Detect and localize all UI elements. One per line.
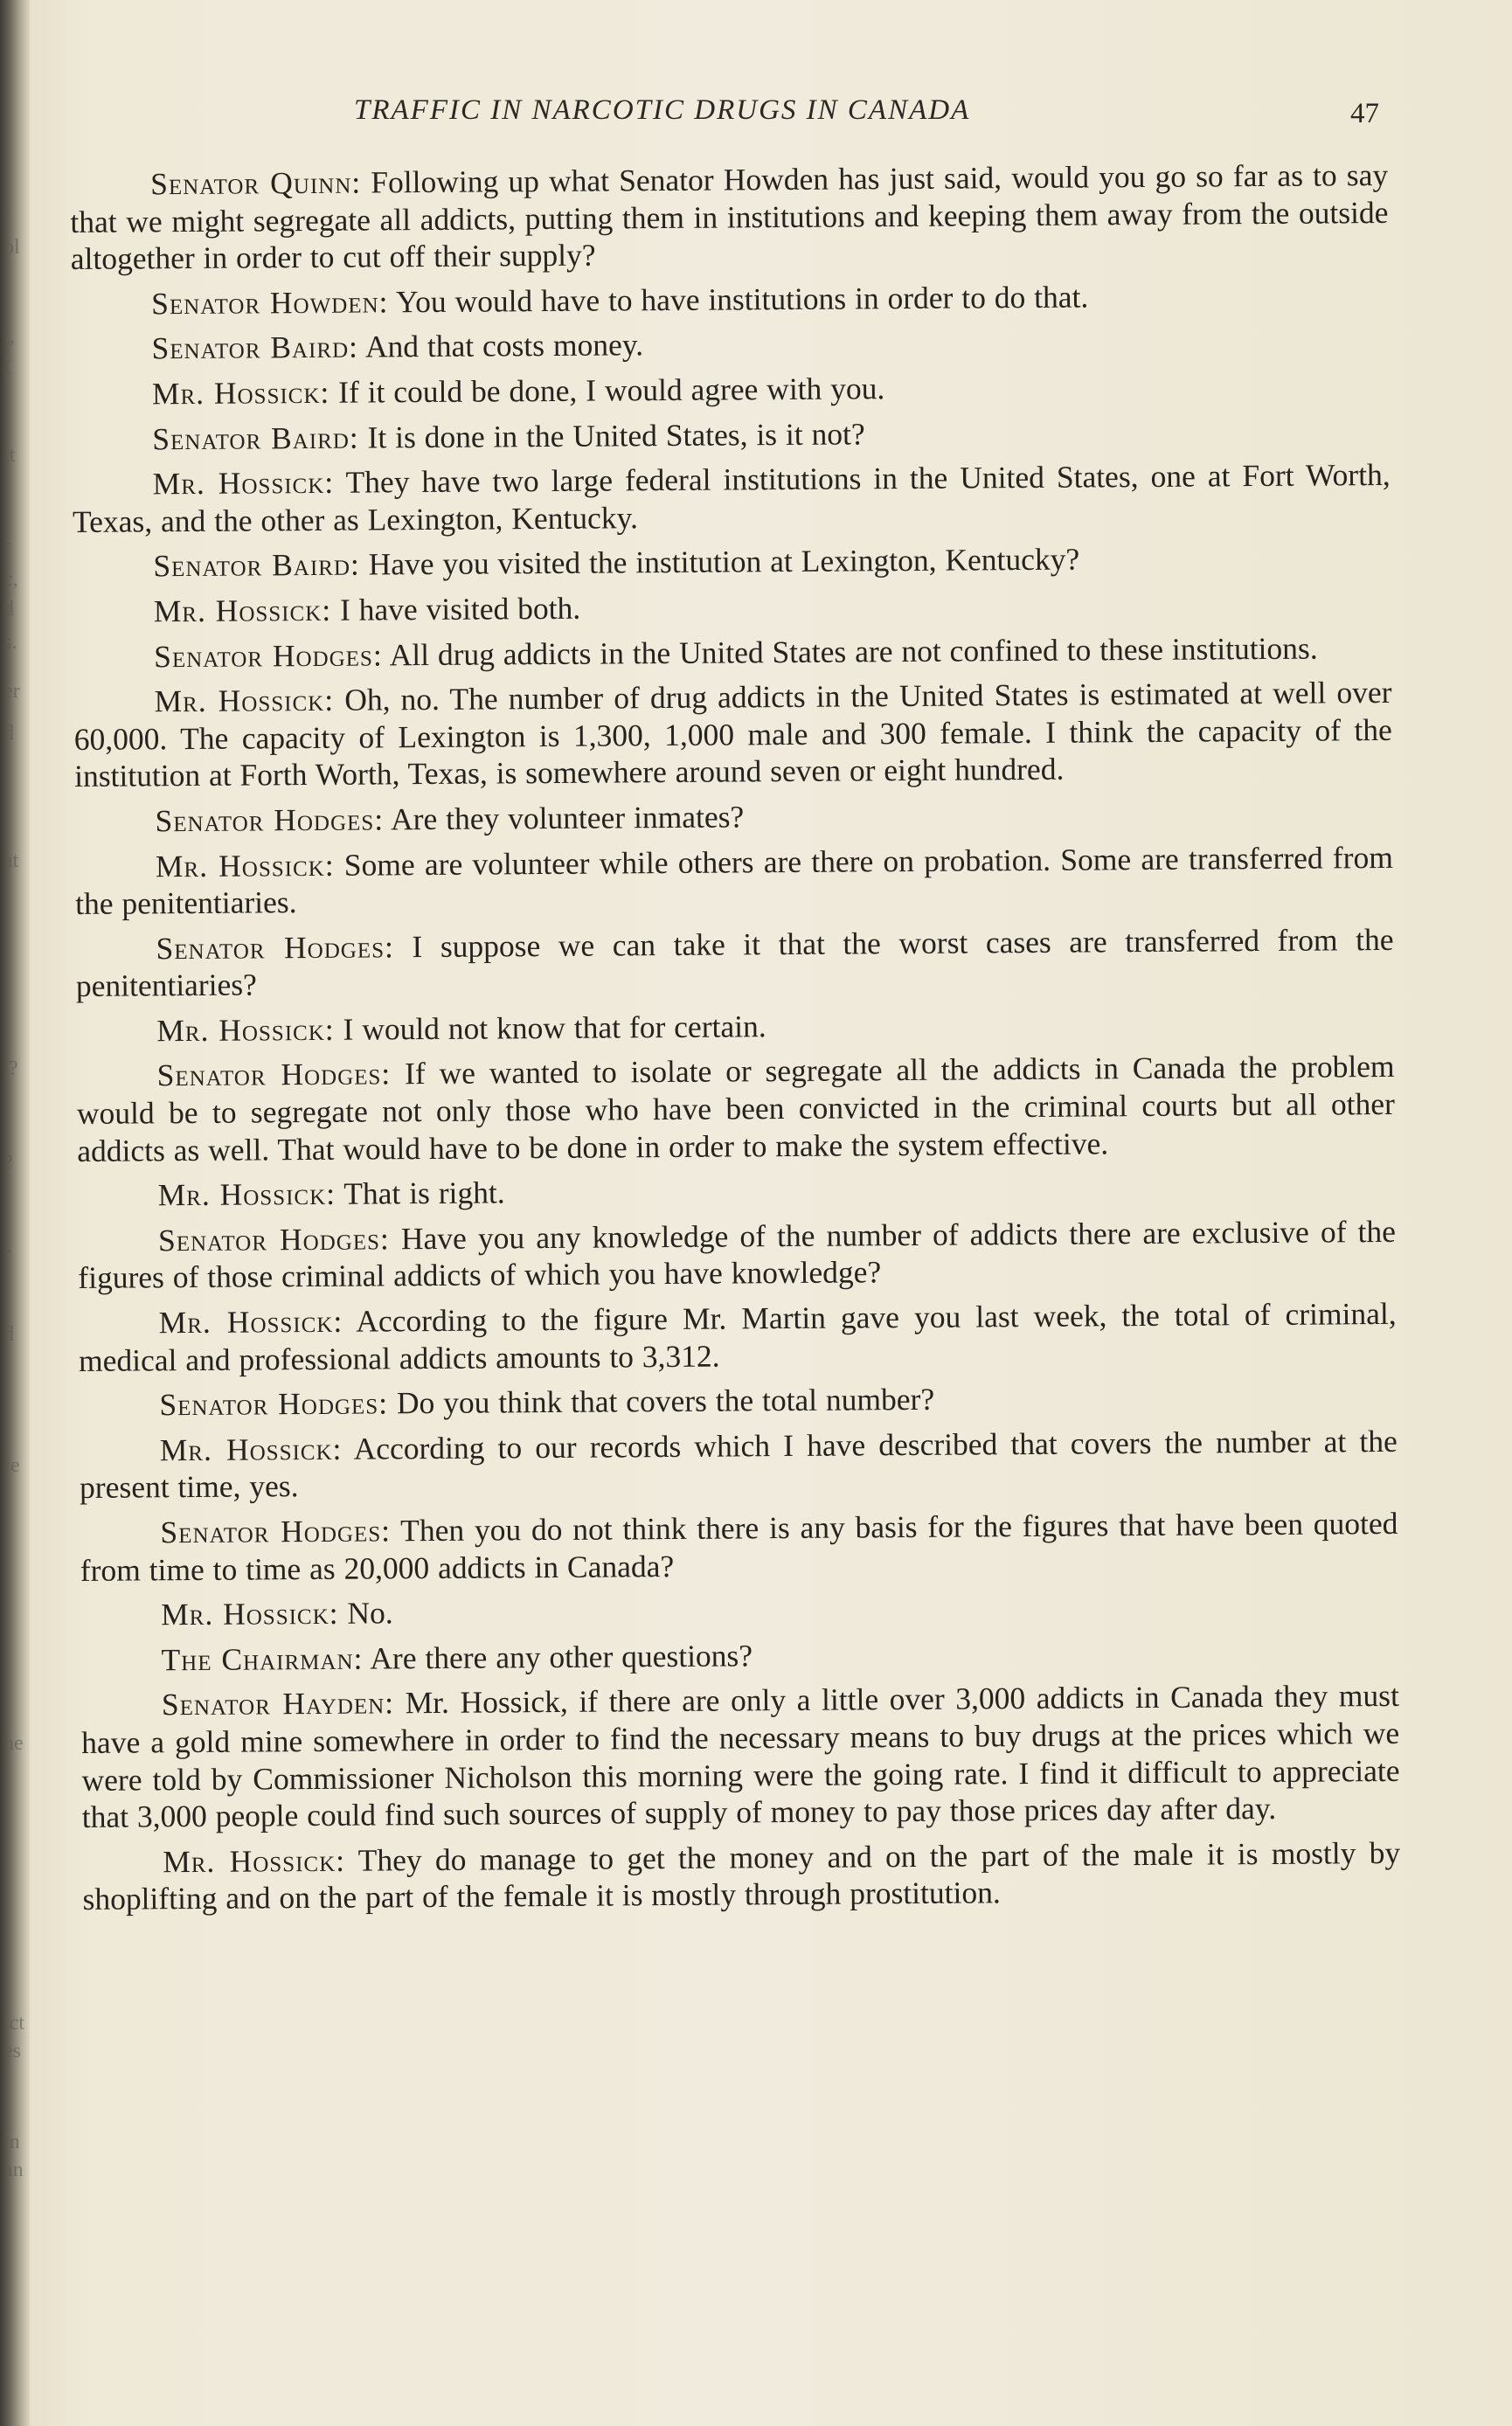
transcript-paragraph (81, 1677, 1400, 1835)
transcript-paragraph (74, 794, 1392, 841)
speech-text: I suppose we can take it that the worst cases are transferred from the penitentiaries? (75, 921, 1394, 1004)
margin-bleed-fragment: - (3, 531, 10, 554)
speaker-name: Mr. Hossick: (151, 374, 330, 412)
transcript-paragraph (75, 838, 1394, 922)
margin-bleed-fragment: an (3, 2159, 24, 2181)
speech-text: According to our records which I have described that covers the number at the present time, yes. (79, 1423, 1398, 1506)
margin-bleed-fragment: he (3, 1732, 24, 1755)
speech-text: They do manage to get the money and on the part of the male it is mostly by shoplifting and on the part of the female it is mostly through prostitution. (82, 1834, 1401, 1917)
speech-text: Oh, no. The number of drug addicts in the United States is estimated at well over 60,000. The capacity of Lexington is 1,300, 1,000 male and 300 female. I think the capacity of the institution at Forth Worth, Texas, is somewhere around seven or eight hundred. (73, 675, 1392, 794)
running-header (0, 94, 1512, 133)
transcript-paragraph (79, 1377, 1397, 1424)
speech-text: Then you do not think there is any basis for the figures that have been quoted from time to time as 20,000 addicts in Canada? (80, 1505, 1398, 1588)
speaker-name: Senator Howden: (151, 284, 389, 322)
transcript-paragraph (73, 456, 1391, 540)
margin-bleed-fragment: ict (3, 2012, 24, 2034)
margin-bleed-fragment: c, (3, 568, 18, 591)
margin-bleed-fragment: ? (3, 1152, 13, 1175)
margin-bleed-fragment: d (3, 598, 14, 620)
speaker-name: Senator Baird: (153, 546, 360, 584)
margin-bleed-fragment: s. (3, 631, 17, 654)
transcript-paragraph (80, 1587, 1398, 1634)
margin-bleed-fragment: d (3, 722, 14, 745)
margin-bleed-fragment: in (3, 2131, 20, 2153)
speech-text: If we wanted to isolate or segregate all the addicts in Canada the problem would be to segregate not only those who have been convicted in the criminal courts but all other addicts as well. That would have to be done in order to make the system effective. (76, 1049, 1396, 1168)
speech-text: I have visited both. (330, 590, 581, 627)
transcript-paragraph (73, 584, 1391, 631)
speaker-name: Mr. Hossick: (159, 1431, 343, 1468)
speaker-name: Senator Hodges: (159, 1385, 389, 1423)
speech-text: Are there any other questions? (363, 1638, 753, 1676)
speech-text: Are they volunteer inmates? (383, 799, 745, 837)
speech-text: And that costs money. (357, 327, 644, 364)
speaker-name: Senator Hodges: (157, 1221, 390, 1258)
speech-text: Have you visited the institution at Lexington, Kentucky? (359, 541, 1080, 582)
speech-text: Have you any knowledge of the number of addicts there are exclusive of the figures of those criminal addicts of which you have knowledge? (78, 1213, 1397, 1296)
speaker-name: Senator Baird: (152, 419, 359, 456)
margin-bleed-fragment: l (3, 199, 10, 222)
margin-bleed-fragment: ol (3, 236, 20, 259)
speech-text: No. (338, 1595, 393, 1631)
transcript-paragraph (75, 921, 1394, 1005)
transcript-paragraph (80, 1505, 1398, 1589)
speaker-name: The Chairman: (161, 1640, 364, 1678)
speech-text: I would not know that for certain. (334, 1009, 766, 1047)
transcript-paragraph (80, 1423, 1398, 1507)
page-number: 47 (1350, 98, 1379, 129)
transcript-paragraph (76, 1048, 1395, 1169)
speaker-name: Mr. Hossick: (163, 1842, 346, 1880)
speech-text: According to the figure Mr. Martin gave you last week, the total of criminal, medical and professional addicts amounts to 3,312. (78, 1295, 1397, 1378)
margin-bleed-fragment: .? (3, 1057, 18, 1080)
transcript-body (70, 156, 1401, 1926)
margin-bleed-fragment: d (3, 1323, 14, 1346)
margin-bleed-fragment: r (3, 1243, 10, 1265)
margin-bleed-fragment: I (3, 357, 10, 379)
transcript-paragraph (71, 276, 1389, 323)
transcript-paragraph (72, 412, 1390, 459)
speech-text: It is done in the United States, is it not? (358, 415, 865, 455)
transcript-paragraph (71, 321, 1389, 368)
margin-bleed-fragment: er (3, 680, 20, 703)
speech-text: Do you think that covers the total number? (387, 1382, 935, 1421)
margin-bleed-fragment: at (3, 849, 19, 872)
transcript-paragraph (73, 628, 1391, 676)
speaker-name: Senator Quinn: (150, 164, 362, 202)
speaker-name: Senator Hodges: (155, 801, 385, 839)
speech-text: You would have to have institutions in order to do that. (388, 279, 1089, 320)
transcript-paragraph (70, 156, 1389, 278)
speaker-name: Mr. Hossick: (153, 592, 332, 629)
speech-text: Following up what Senator Howden has just said, would you go so far as to say that we might segregate all addicts, putting them in institutions and keeping them away from the outside altogether in order to cut off their supply? (70, 156, 1389, 277)
transcript-paragraph (82, 1834, 1401, 1918)
speaker-name: Mr. Hossick: (152, 464, 335, 502)
transcript-paragraph (76, 1003, 1394, 1050)
running-header-title: TRAFFIC IN NARCOTIC DRUGS IN CANADA (354, 94, 971, 126)
speech-text: If it could be done, I would agree with you. (329, 371, 885, 410)
transcript-paragraph (77, 1168, 1395, 1215)
transcript-paragraph (80, 1632, 1398, 1680)
speech-text: That is right. (335, 1175, 505, 1212)
speaker-name: Mr. Hossick: (155, 847, 335, 884)
speech-text: Mr. Hossick, if there are only a little over 3,000 addicts in Canada they must have a gold mine somewhere in order to find the necessary means to buy drugs at the prices which we were told by Commissioner Nicholson this morning were the going rate. I find it difficult to appreciate that 3,000 people could find such sources of supply of money to pay those prices day after day. (81, 1678, 1400, 1835)
speaker-name: Mr. Hossick: (157, 1176, 336, 1213)
speaker-name: Mr. Hossick: (161, 1595, 339, 1632)
margin-bleed-fragment: t, (3, 325, 15, 348)
speaker-name: Senator Hodges: (156, 1056, 392, 1093)
transcript-paragraph (72, 366, 1390, 413)
margin-bleed-fragment: it (3, 444, 16, 467)
speaker-name: Mr. Hossick: (158, 1303, 343, 1341)
speaker-name: Senator Hodges: (156, 928, 395, 966)
transcript-paragraph (78, 1213, 1397, 1297)
margin-bleed-fragment: re (3, 1454, 20, 1477)
speech-text: They have two large federal institutions in the United States, one at Fort Worth, Texas, and the other as Lexington, Kentucky. (72, 457, 1391, 539)
speech-text: Some are volunteer while others are there on probation. Some are transferred from the penitentiaries. (75, 839, 1393, 922)
speaker-name: Senator Hayden: (161, 1685, 395, 1722)
transcript-paragraph (73, 674, 1392, 795)
speaker-name: Mr. Hossick: (154, 682, 335, 719)
speaker-name: Mr. Hossick: (156, 1011, 335, 1049)
speaker-name: Senator Baird: (151, 329, 359, 366)
speech-text: All drug addicts in the United States are not confined to these institutions. (382, 630, 1318, 672)
transcript-paragraph (79, 1295, 1398, 1379)
transcript-paragraph (73, 538, 1391, 586)
speaker-name: Senator Hodges: (160, 1513, 392, 1550)
speaker-name: Senator Hodges: (153, 636, 383, 674)
margin-bleed-fragment: es (3, 2040, 21, 2062)
